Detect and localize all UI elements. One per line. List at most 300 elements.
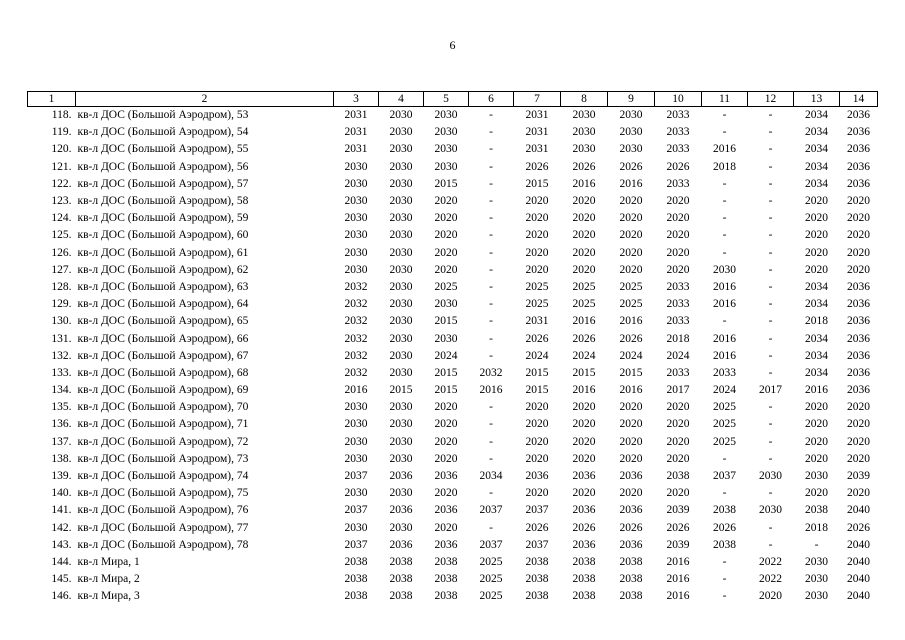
table-cell: - [489, 401, 493, 414]
table-cell: 2038 [344, 590, 368, 603]
table-cell: 2016 [713, 332, 736, 345]
row-name: кв-л ДОС (Большой Аэродром), 54 [77, 126, 249, 139]
table-cell: 2038 [572, 573, 596, 586]
table-cell: 2030 [434, 160, 458, 173]
row-number: 132. [51, 349, 72, 362]
table-cell: 2020 [805, 418, 828, 431]
table-cell: 2032 [344, 315, 368, 328]
table-cell: 2032 [344, 332, 368, 345]
table-cell: - [722, 573, 727, 586]
row-number: 125. [51, 229, 72, 242]
header-cell-2: 2 [76, 92, 334, 107]
table-cell: 2033 [666, 366, 690, 379]
table-cell: - [768, 349, 773, 362]
table-cell: 2036 [619, 504, 643, 517]
table-cell: 2030 [759, 470, 782, 483]
table-row [28, 107, 878, 125]
table-cell: 2031 [344, 109, 368, 122]
header-cell-12: 12 [748, 92, 794, 107]
table-cell: 2024 [525, 349, 549, 362]
table-cell: 2037 [525, 538, 549, 551]
row-name: кв-л ДОС (Большой Аэродром), 59 [77, 212, 249, 225]
row-number: 118. [51, 109, 72, 122]
table-cell: 2030 [389, 280, 413, 293]
table-cell: 2036 [847, 349, 870, 362]
table-cell: 2020 [619, 418, 643, 431]
table-cell: - [489, 126, 493, 139]
table-cell: - [768, 315, 773, 328]
table-row [28, 468, 878, 485]
table-cell: - [768, 212, 773, 225]
table-cell: 2038 [619, 555, 643, 568]
row-name: кв-л ДОС (Большой Аэродром), 68 [77, 366, 249, 379]
table-cell: 2031 [525, 315, 549, 328]
table-cell: - [489, 315, 493, 328]
table-cell: - [722, 246, 727, 259]
header-cell-10: 10 [655, 92, 702, 107]
row-name: кв-л ДОС (Большой Аэродром), 72 [77, 435, 249, 448]
table-cell: 2026 [619, 160, 643, 173]
table-cell: 2030 [389, 487, 413, 500]
row-number: 129. [51, 298, 72, 311]
table-cell: 2015 [525, 384, 549, 397]
row-name: кв-л ДОС (Большой Аэродром), 71 [77, 418, 249, 431]
table-cell: 2036 [619, 470, 643, 483]
header-cell-13: 13 [794, 92, 840, 107]
header-cell-3: 3 [334, 92, 379, 107]
header-cell-9: 9 [608, 92, 655, 107]
table-row [28, 451, 878, 468]
table-cell: - [722, 452, 727, 465]
table-cell: - [768, 401, 773, 414]
table-cell: 2034 [805, 143, 828, 156]
table-cell: 2030 [344, 452, 368, 465]
row-name: кв-л ДОС (Большой Аэродром), 53 [77, 109, 249, 122]
table-cell: 2030 [344, 435, 368, 448]
table-cell: 2033 [666, 298, 690, 311]
table-cell: 2030 [389, 315, 413, 328]
table-cell: 2020 [619, 487, 643, 500]
table-cell: - [489, 246, 493, 259]
table-cell: 2026 [572, 521, 596, 534]
table-cell: 2030 [805, 470, 828, 483]
table-cell: 2038 [434, 590, 458, 603]
table-cell: 2037 [479, 538, 503, 551]
table-cell: 2020 [805, 401, 828, 414]
table-cell: - [768, 143, 773, 156]
table-row [28, 588, 878, 605]
table-cell: 2030 [619, 126, 643, 139]
table-cell: 2024 [666, 349, 690, 362]
row-number: 145. [51, 573, 72, 586]
table-cell: 2036 [389, 538, 413, 551]
table-row [28, 365, 878, 382]
table-cell: 2016 [572, 315, 596, 328]
table-cell: 2038 [525, 573, 549, 586]
table-body [28, 107, 878, 606]
table-cell: 2020 [525, 435, 549, 448]
row-name: кв-л ДОС (Большой Аэродром), 58 [77, 195, 249, 208]
table-cell: 2016 [572, 384, 596, 397]
row-number: 124. [51, 212, 72, 225]
table-cell: 2020 [805, 263, 828, 276]
table-cell: - [768, 538, 773, 551]
row-name: кв-л ДОС (Большой Аэродром), 57 [77, 177, 249, 190]
table-cell: 2038 [713, 504, 736, 517]
table-cell: 2033 [666, 126, 690, 139]
table-cell: 2030 [344, 418, 368, 431]
table-cell: 2030 [344, 246, 368, 259]
table-cell: 2030 [389, 212, 413, 225]
table-cell: 2038 [434, 555, 458, 568]
table-cell: 2016 [344, 384, 368, 397]
table-cell: 2020 [847, 263, 870, 276]
table-cell: - [489, 332, 493, 345]
row-number: 119. [51, 126, 72, 139]
table-cell: 2036 [847, 366, 870, 379]
row-number: 140. [51, 487, 72, 500]
row-name: кв-л ДОС (Большой Аэродром), 74 [77, 470, 249, 483]
row-number: 141. [51, 504, 72, 517]
table-cell: 2026 [572, 332, 596, 345]
row-number: 136. [51, 418, 72, 431]
table-cell: 2033 [666, 177, 690, 190]
table-cell: 2020 [434, 401, 458, 414]
table-cell: 2020 [666, 452, 690, 465]
table-cell: 2025 [619, 298, 643, 311]
table-cell: - [768, 229, 773, 242]
table-cell: 2033 [666, 109, 690, 122]
table-cell: 2020 [805, 229, 828, 242]
table-cell: 2030 [344, 212, 368, 225]
table-cell: 2024 [713, 384, 736, 397]
table-cell: - [722, 487, 727, 500]
table-row [28, 434, 878, 451]
table-row [28, 245, 878, 262]
table-cell: 2020 [805, 195, 828, 208]
table-cell: 2036 [847, 315, 870, 328]
table-cell: 2016 [666, 590, 690, 603]
table-cell: 2016 [619, 177, 643, 190]
table-cell: 2025 [713, 401, 736, 414]
table-cell: 2020 [572, 435, 596, 448]
row-number: 139. [51, 470, 72, 483]
table-cell: 2033 [666, 143, 690, 156]
table-cell: 2020 [666, 435, 690, 448]
table-cell: 2030 [344, 263, 368, 276]
row-name: кв-л Мира, 3 [77, 590, 140, 603]
row-name: кв-л Мира, 1 [77, 555, 140, 568]
table-cell: 2038 [344, 573, 368, 586]
table-cell: 2034 [805, 126, 828, 139]
table-cell: 2030 [389, 418, 413, 431]
table-cell: - [489, 521, 493, 534]
table-cell: 2030 [759, 504, 782, 517]
table-cell: 2030 [389, 401, 413, 414]
table-cell: 2033 [666, 280, 690, 293]
table-cell: 2022 [759, 573, 782, 586]
table-cell: 2036 [389, 470, 413, 483]
table-cell: - [768, 435, 773, 448]
row-name: кв-л ДОС (Большой Аэродром), 55 [77, 143, 249, 156]
table-cell: 2025 [434, 280, 458, 293]
table-cell: 2020 [619, 246, 643, 259]
table-cell: 2016 [713, 143, 736, 156]
table-cell: 2030 [389, 349, 413, 362]
table-cell: 2039 [666, 538, 690, 551]
table-cell: 2033 [666, 315, 690, 328]
row-name: кв-л ДОС (Большой Аэродром), 73 [77, 452, 249, 465]
table-cell: 2020 [805, 435, 828, 448]
table-cell: 2025 [525, 280, 549, 293]
table-cell: 2031 [344, 126, 368, 139]
table-cell: 2026 [666, 521, 690, 534]
table-cell: 2036 [434, 504, 458, 517]
table-cell: - [489, 263, 493, 276]
table-row [28, 571, 878, 588]
table-cell: 2020 [805, 452, 828, 465]
table-cell: 2030 [434, 332, 458, 345]
table-cell: 2016 [572, 177, 596, 190]
table-cell: - [489, 435, 493, 448]
table-cell: - [768, 195, 773, 208]
row-number: 146. [51, 590, 72, 603]
table-cell: 2026 [525, 521, 549, 534]
table-cell: 2030 [389, 109, 413, 122]
table-cell: - [768, 177, 773, 190]
table-cell: 2038 [525, 590, 549, 603]
table-row [28, 348, 878, 365]
table-cell: 2030 [434, 109, 458, 122]
table-cell: 2020 [847, 418, 870, 431]
table-cell: 2016 [619, 315, 643, 328]
table-cell: - [768, 280, 773, 293]
row-name: кв-л ДОС (Большой Аэродром), 77 [77, 521, 249, 534]
table-cell: 2030 [572, 109, 596, 122]
table-cell: 2039 [847, 470, 870, 483]
table-cell: 2020 [525, 263, 549, 276]
table-cell: 2026 [525, 332, 549, 345]
header-cell-1: 1 [28, 92, 76, 107]
table-cell: 2038 [389, 555, 413, 568]
row-name: кв-л ДОС (Большой Аэродром), 56 [77, 160, 249, 173]
table-cell: 2020 [619, 452, 643, 465]
table-cell: - [489, 143, 493, 156]
table-cell: 2016 [713, 280, 736, 293]
table-cell: - [722, 229, 727, 242]
table-cell: 2025 [479, 590, 503, 603]
table-cell: 2018 [805, 315, 828, 328]
table-cell: 2016 [713, 298, 736, 311]
table-cell: 2040 [847, 573, 870, 586]
table-cell: 2015 [434, 177, 458, 190]
row-name: кв-л ДОС (Большой Аэродром), 78 [77, 538, 249, 551]
table-cell: 2038 [344, 555, 368, 568]
table-cell: 2036 [434, 470, 458, 483]
table-cell: 2025 [525, 298, 549, 311]
table-cell: 2016 [666, 573, 690, 586]
table-row [28, 416, 878, 433]
table-cell: 2022 [759, 555, 782, 568]
table-cell: 2026 [572, 160, 596, 173]
table-row [28, 159, 878, 176]
table-cell: 2020 [619, 229, 643, 242]
table-cell: 2020 [434, 212, 458, 225]
table-cell: 2034 [805, 160, 828, 173]
table-cell: 2036 [525, 470, 549, 483]
table-row [28, 279, 878, 296]
table-cell: 2020 [525, 229, 549, 242]
table-cell: 2038 [572, 555, 596, 568]
row-number: 131. [51, 332, 72, 345]
row-number: 122. [51, 177, 72, 190]
table-cell: - [489, 177, 493, 190]
table-cell: 2030 [619, 109, 643, 122]
table-cell: - [489, 280, 493, 293]
table-cell: - [489, 349, 493, 362]
table-cell: 2015 [434, 315, 458, 328]
table-cell: 2034 [805, 349, 828, 362]
header-cell-11: 11 [702, 92, 748, 107]
table-cell: 2020 [847, 229, 870, 242]
table-cell: 2020 [666, 246, 690, 259]
data-table [27, 91, 878, 605]
table-cell: 2030 [344, 521, 368, 534]
table-cell: 2036 [572, 538, 596, 551]
table-cell: - [722, 212, 727, 225]
table-cell: 2030 [805, 555, 828, 568]
table-cell: 2025 [572, 280, 596, 293]
table-cell: 2030 [713, 263, 736, 276]
table-cell: 2034 [479, 470, 503, 483]
table-cell: - [768, 487, 773, 500]
table-cell: 2020 [572, 418, 596, 431]
table-cell: 2030 [389, 177, 413, 190]
table-cell: 2020 [525, 452, 549, 465]
table-cell: 2018 [666, 332, 690, 345]
table-cell: 2030 [344, 229, 368, 242]
table-cell: 2020 [847, 246, 870, 259]
table-cell: 2017 [759, 384, 782, 397]
table-cell: - [768, 160, 773, 173]
row-name: кв-л ДОС (Большой Аэродром), 64 [77, 298, 249, 311]
table-cell: 2036 [847, 143, 870, 156]
table-cell: 2016 [619, 384, 643, 397]
table-cell: 2034 [805, 332, 828, 345]
table-row [28, 262, 878, 279]
table-cell: 2038 [572, 590, 596, 603]
table-cell: - [768, 418, 773, 431]
table-cell: 2038 [525, 555, 549, 568]
row-number: 135. [51, 401, 72, 414]
table-cell: - [768, 126, 773, 139]
header-cell-4: 4 [379, 92, 424, 107]
table-row [28, 193, 878, 210]
row-number: 137. [51, 435, 72, 448]
table-cell: 2040 [847, 504, 870, 517]
table-cell: 2015 [434, 366, 458, 379]
table-cell: 2037 [479, 504, 503, 517]
table-cell: 2020 [805, 246, 828, 259]
table-cell: 2030 [389, 521, 413, 534]
table-row [28, 520, 878, 537]
table-row [28, 176, 878, 193]
table-cell: 2020 [525, 418, 549, 431]
row-name: кв-л ДОС (Большой Аэродром), 69 [77, 384, 249, 397]
table-cell: 2025 [619, 280, 643, 293]
table-cell: 2037 [344, 538, 368, 551]
table-cell: 2020 [525, 246, 549, 259]
table-cell: 2040 [847, 555, 870, 568]
table-cell: 2016 [713, 349, 736, 362]
table-cell: - [489, 212, 493, 225]
table-cell: 2020 [759, 590, 782, 603]
table-cell: - [768, 246, 773, 259]
table-row [28, 210, 878, 227]
table-row [28, 399, 878, 416]
table-cell: - [768, 263, 773, 276]
table-cell: 2036 [619, 538, 643, 551]
table-cell: 2015 [525, 366, 549, 379]
table-cell: 2020 [619, 435, 643, 448]
table-cell: 2020 [434, 487, 458, 500]
table-cell: 2020 [619, 263, 643, 276]
table-row [28, 382, 878, 399]
table-cell: 2016 [666, 555, 690, 568]
table-row [28, 313, 878, 330]
table-cell: 2036 [847, 298, 870, 311]
table-cell: 2020 [847, 401, 870, 414]
table-row [28, 502, 878, 519]
table-cell: 2020 [572, 212, 596, 225]
table-cell: - [722, 315, 727, 328]
table-cell: 2020 [434, 435, 458, 448]
table-cell: 2030 [344, 195, 368, 208]
table-cell: 2031 [525, 126, 549, 139]
table-cell: - [489, 195, 493, 208]
row-number: 126. [51, 246, 72, 259]
table-cell: 2034 [805, 177, 828, 190]
table-cell: - [768, 109, 773, 122]
table-row [28, 330, 878, 347]
row-number: 133. [51, 366, 72, 379]
table-cell: 2015 [619, 366, 643, 379]
table-cell: 2020 [572, 487, 596, 500]
table-cell: 2016 [479, 384, 503, 397]
table-cell: 2030 [434, 298, 458, 311]
table-cell: 2030 [389, 126, 413, 139]
table-cell: 2030 [389, 435, 413, 448]
table-row [28, 296, 878, 313]
table-cell: 2020 [572, 401, 596, 414]
header-cell-7: 7 [514, 92, 561, 107]
table-cell: 2020 [666, 263, 690, 276]
header-cell-5: 5 [424, 92, 469, 107]
table-cell: 2030 [805, 573, 828, 586]
table-cell: - [722, 109, 727, 122]
row-name: кв-л ДОС (Большой Аэродром), 61 [77, 246, 249, 259]
table-cell: 2024 [572, 349, 596, 362]
table-cell: 2030 [572, 143, 596, 156]
table-cell: 2020 [805, 487, 828, 500]
table-cell: 2036 [847, 177, 870, 190]
table-cell: 2026 [619, 521, 643, 534]
header-cell-14: 14 [840, 92, 878, 107]
table-cell: 2020 [572, 195, 596, 208]
table-cell: 2020 [847, 212, 870, 225]
table-cell: 2037 [344, 470, 368, 483]
table-cell: 2036 [847, 126, 870, 139]
